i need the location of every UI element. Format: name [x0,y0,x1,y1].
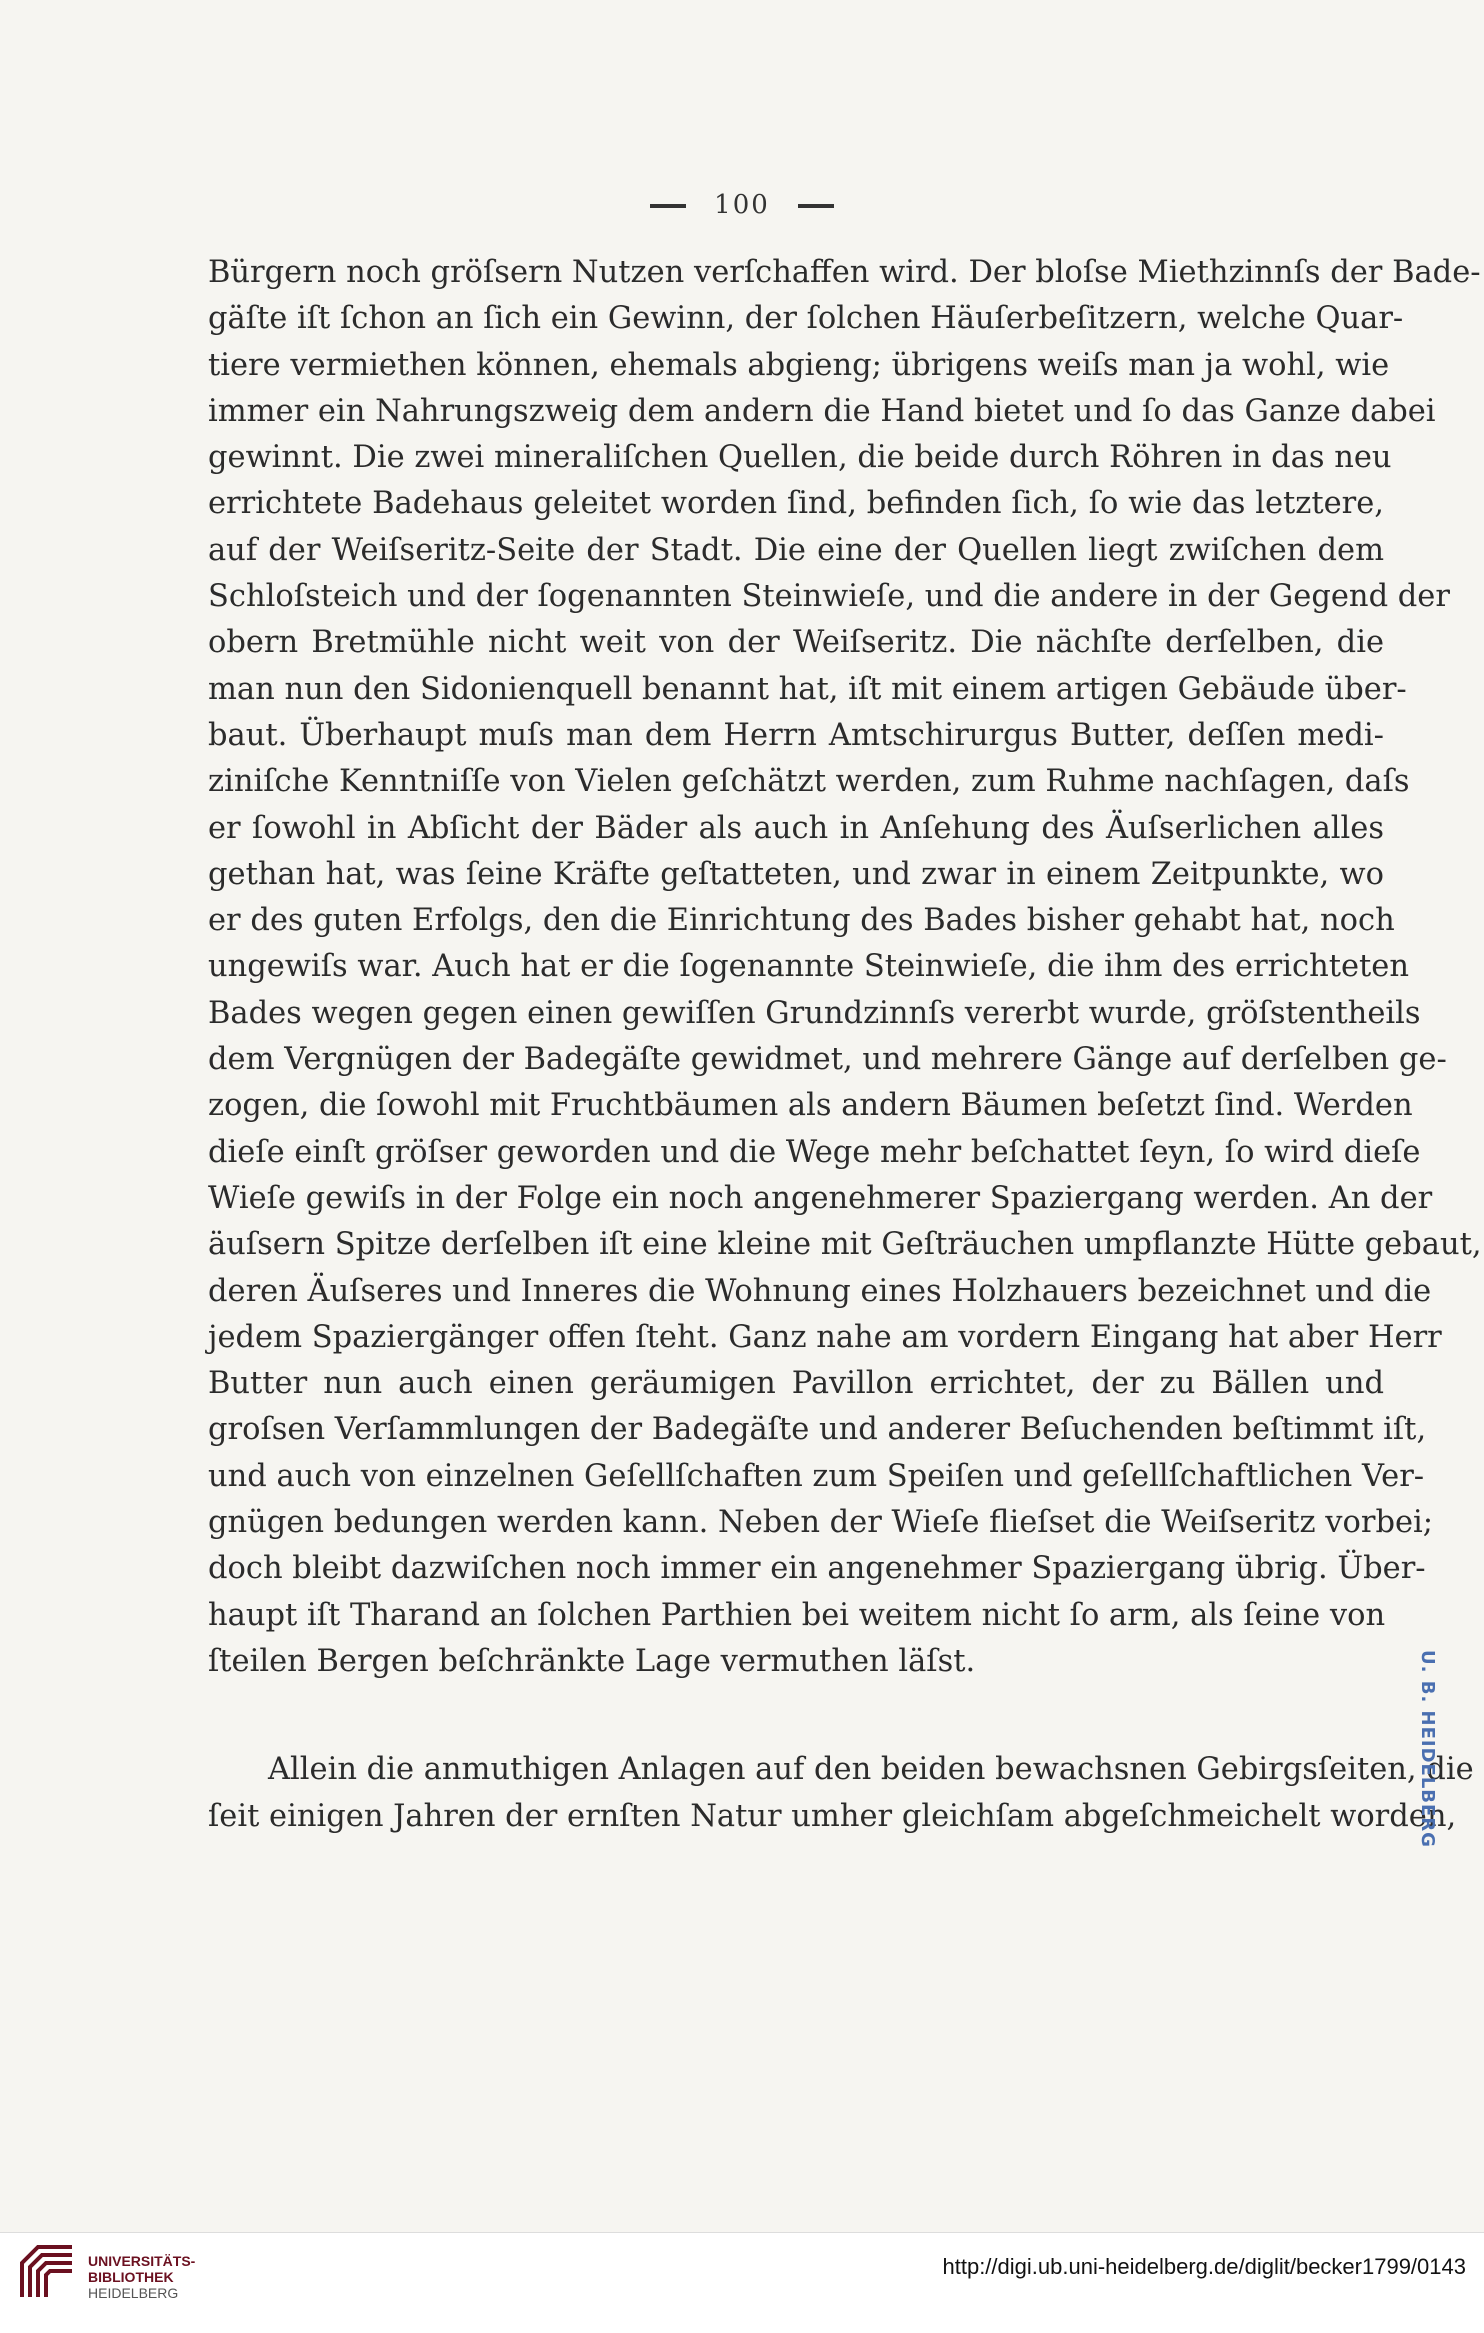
text-line: deren Äuſseres und Inneres die Wohnung eines Holzhauers bezeichnet und die [208,1273,1432,1309]
text-line: äuſsern Spitze derſelben iſt eine kleine mit Geſträuchen umpflanzte Hütte gebaut, [208,1227,1482,1263]
text-line: Schloſsteich und der ſogenannten Steinwieſe, und die andere in der Gegend der [208,579,1450,615]
text-line: dieſe einſt gröſser geworden und die Wege mehr beſchattet ſeyn, ſo wird dieſe [208,1134,1421,1170]
header-dash-right [798,204,834,208]
text-line: auf der Weiſseritz-Seite der Stadt. Die eine der Quellen liegt zwiſchen dem [208,532,1384,568]
text-line: Allein die anmuthigen Anlagen auf den beiden bewachsnen Gebirgsſeiten, die [268,1752,1474,1788]
text-line: gäſte iſt ſchon an ſich ein Gewinn, der ſolchen Häuſerbeſitzern, welche Quar- [208,301,1404,337]
text-line: ſteilen Bergen beſchränkte Lage vermuthen läſst. [208,1643,976,1679]
permalink-url[interactable]: http://digi.ub.uni-heidelberg.de/diglit/becker1799/0143 [942,2254,1466,2279]
text-line: Bades wegen gegen einen gewiſſen Grundzinnſs vererbt wurde, gröſstentheils [208,995,1421,1031]
text-line: er ſowohl in Abſicht der Bäder als auch in Anſehung des Äuſserlichen alles [208,810,1384,846]
paragraph-2 [208,1747,1474,1840]
footer-bar [0,2232,1484,2333]
text-line: zogen, die ſowohl mit Fruchtbäumen als andern Bäumen beſetzt ſind. Werden [208,1088,1413,1124]
text-line: gewinnt. Die zwei mineraliſchen Quellen, die beide durch Röhren in das neu [208,440,1392,476]
text-line: Bürgern noch gröſsern Nutzen verſchaffen wird. Der bloſse Miethzinnſs der Bade- [208,255,1481,290]
text-line: baut. Überhaupt muſs man dem Herrn Amtschirurgus Butter, deſſen medi- [208,717,1384,753]
header-dash-left [650,204,686,208]
text-line: Butter nun auch einen geräumigen Pavillon errichtet, der zu Bällen und [208,1366,1384,1402]
text-line: obern Bretmühle nicht weit von der Weiſseritz. Die nächſte derſelben, die [208,625,1384,661]
text-line: gethan hat, was ſeine Kräfte geſtatteten, und zwar in einem Zeitpunkte, wo [208,856,1384,892]
text-line: groſsen Verſammlungen der Badegäſte und anderer Beſuchenden beſtimmt iſt, [208,1412,1427,1448]
logo-line-1: UNIVERSITÄTS- [88,2253,196,2269]
library-logo-icon [16,2241,78,2303]
text-line: Wieſe gewiſs in der Folge ein noch angenehmerer Spaziergang werden. An der [208,1180,1433,1216]
text-line: jedem Spaziergänger offen ſteht. Ganz nahe am vordern Eingang hat aber Herr [208,1319,1442,1355]
logo-line-3: HEIDELBERG [88,2285,179,2301]
text-line: man nun den Sidonienquell benannt hat, iſt mit einem artigen Gebäude über- [208,671,1407,707]
text-line: er des guten Erfolgs, den die Einrichtung des Bades bisher gehabt hat, noch [208,903,1395,939]
library-stamp: U. B. HEIDELBERG [1417,1650,1438,1848]
text-line: dem Vergnügen der Badegäſte gewidmet, und mehrere Gänge auf derſelben ge- [208,1042,1447,1078]
text-line: gnügen bedungen werden kann. Neben der Wieſe flieſset die Weiſseritz vorbei; [208,1505,1434,1541]
text-line: ungewiſs war. Auch hat er die ſogenannte Steinwieſe, die ihm des errichteten [208,949,1409,985]
text-line: doch bleibt dazwiſchen noch immer ein angenehmer Spaziergang übrig. Über- [208,1551,1426,1587]
text-line: tiere vermiethen können, ehemals abgieng; übrigens weiſs man ja wohl, wie [208,347,1390,383]
paragraph-gap [208,1685,1384,1747]
text-line: haupt iſt Tharand an ſolchen Parthien bei weitem nicht ſo arm, als ſeine von [208,1597,1386,1633]
page-number: 100 [714,190,770,220]
text-line: und auch von einzelnen Geſellſchaften zum Speiſen und geſellſchaftlichen Ver- [208,1458,1425,1494]
text-line: ziniſche Kenntniſſe von Vielen geſchätzt werden, zum Ruhme nachſagen, daſs [208,764,1410,800]
text-line: ſeit einigen Jahren der ernſten Natur umher gleichſam abgeſchmeichelt worden, [208,1798,1457,1834]
logo-line-2: BIBLIOTHEK [88,2269,174,2285]
paragraph-1 [208,250,1482,1685]
text-line: immer ein Nahrungszweig dem andern die Hand bietet und ſo das Ganze dabei [208,393,1436,429]
library-logo-text [88,2253,195,2301]
text-line: errichtete Badehaus geleitet worden ſind, befinden ſich, ſo wie das letztere, [208,486,1384,522]
page-header [0,190,1484,220]
